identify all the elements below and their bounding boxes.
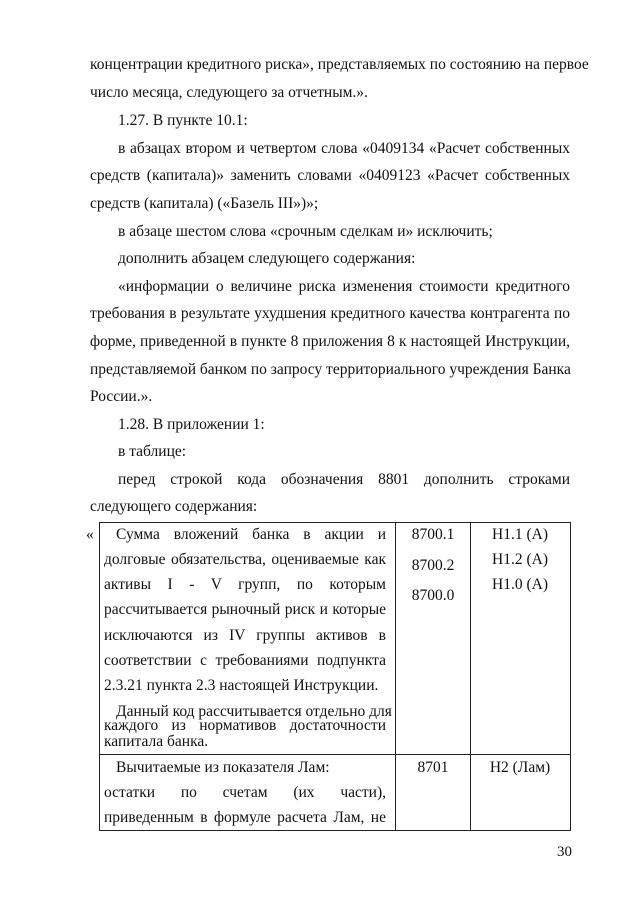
table-cell-text: каждого из нормативов достаточности bbox=[104, 717, 386, 734]
table-cell-text: Данный код рассчитывается отдельно для bbox=[116, 703, 392, 720]
paragraph-line: концентрации кредитного риска», представляемых по состоянию на первое bbox=[90, 56, 589, 73]
paragraph-line: требования в результате ухудшения кредитного качества контрагента по bbox=[90, 305, 570, 322]
norm-cell: Н1.1 (А) bbox=[492, 526, 548, 543]
column-divider bbox=[395, 522, 396, 830]
table-cell-text: Вычитаемые из показателя Лам: bbox=[116, 759, 330, 776]
table-right-border bbox=[570, 522, 571, 830]
page-number: 30 bbox=[557, 844, 572, 860]
code-cell: 8700.1 bbox=[411, 526, 455, 543]
table-cell-text: исключаются из IV группы активов в bbox=[104, 627, 386, 644]
paragraph-line: следующего содержания: bbox=[90, 498, 258, 515]
norm-cell: Н1.0 (А) bbox=[492, 576, 548, 593]
open-quote: « bbox=[86, 526, 94, 543]
table-cell-text: остатки по счетам (их части), bbox=[104, 784, 386, 801]
paragraph-line: представляемой банком по запросу территориального учреждения Банка bbox=[90, 361, 571, 378]
paragraph-line: средств (капитала)» заменить словами «0409123 «Расчет собственных bbox=[90, 167, 570, 184]
code-cell: 8700.2 bbox=[411, 557, 455, 574]
section-heading: 1.27. В пункте 10.1: bbox=[118, 112, 248, 129]
table-cell-text: приведенным в формуле расчета Лам, не bbox=[104, 809, 386, 826]
norm-cell: Н1.2 (А) bbox=[492, 551, 548, 568]
code-cell: 8700.0 bbox=[411, 587, 455, 604]
table-cell-text: активы I - V групп, по которым bbox=[104, 576, 386, 593]
paragraph-line: в таблице: bbox=[118, 443, 187, 460]
paragraph-line: форме, приведенной в пункте 8 приложения 8 к настоящей Инструкции, bbox=[90, 333, 570, 350]
code-cell: 8701 bbox=[417, 759, 449, 776]
table-cell-text: капитала банка. bbox=[104, 733, 209, 750]
table-cell-text: соответствии с требованиями подпункта bbox=[104, 652, 386, 669]
table-cell-text: Сумма вложений банка в акции и bbox=[116, 526, 386, 543]
paragraph-line: дополнить абзацем следующего содержания: bbox=[118, 250, 416, 267]
table-cell-text: 2.3.21 пункта 2.3 настоящей Инструкции. bbox=[104, 677, 379, 694]
paragraph-line: средств (капитала) («Базель III»)»; bbox=[90, 195, 319, 212]
table-top-border bbox=[99, 522, 571, 523]
row-divider bbox=[99, 754, 571, 755]
paragraph-line: в абзацах втором и четвертом слова «0409134 «Расчет собственных bbox=[118, 140, 570, 157]
section-heading: 1.28. В приложении 1: bbox=[118, 416, 265, 433]
paragraph-line: России.». bbox=[90, 388, 153, 405]
paragraph-line: число месяца, следующего за отчетным.». bbox=[90, 84, 368, 101]
paragraph-line: в абзаце шестом слова «срочным сделкам и» исключить; bbox=[118, 223, 493, 240]
table-bottom-border bbox=[99, 830, 571, 831]
norm-cell: Н2 (Лам) bbox=[489, 759, 551, 776]
paragraph-line: «информации о величине риска изменения стоимости кредитного bbox=[118, 278, 570, 295]
table-cell-text: долговые обязательства, оцениваемые как bbox=[104, 551, 386, 568]
table-cell-text: рассчитывается рыночный риск и которые bbox=[104, 601, 386, 618]
paragraph-line: перед строкой кода обозначения 8801 дополнить строками bbox=[118, 471, 570, 488]
table-left-border bbox=[99, 522, 100, 830]
